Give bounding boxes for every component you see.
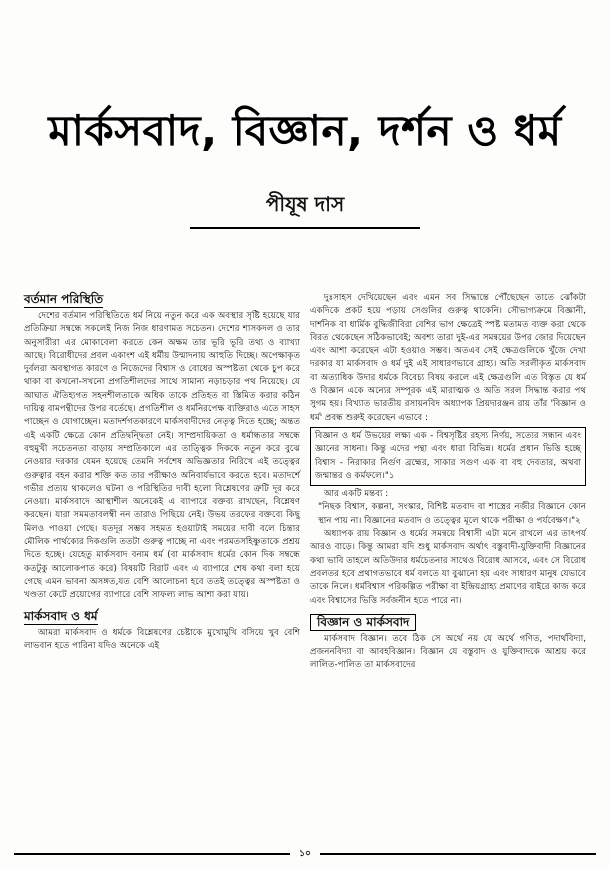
quotation-text: "নিছক বিশ্বাস, কল্পনা, সংস্কার, বিশিষ্ট মতবাদ বা শাস্ত্রের নজীর বিজ্ঞানে কোন স্থান পায় না। বিজ্ঞানের মতবাদ ও তত্ত্বের মূলে থাকে পরীক্ষা ও পর্যবেক্ষণ।"২: [318, 502, 586, 526]
section-heading-current-situation: বর্তমান পরিস্থিতি: [24, 292, 104, 306]
paragraph: দেশের বর্তমান পরিস্থিতিতে ধর্ম নিয়ে নতুন করে এক অবস্থার সৃষ্টি হয়েছে যার প্রতিক্রিয়া সম্বন্ধে সকলেই নিজ নিজ ধারণামত সচেতন। দেশের শাসকদল ও তার অনুসারীরা এর মোকাবেলা করতে কেন অক্ষম তার ভূরি ভূরি তথ্য ও ব্যাখ্যা আছে। বিরোধীদের প্রবল একাংশ এই ধর্মীয় উন্মাদনায় আহুতি দিচ্ছে। অপেক্ষাকৃত দুর্বলরা অবস্থাগত কারণে ও নিজেদের বিশ্বাস ও বোধের অস্পষ্টতা থেকে চুপ করে থাকা বা কখনো-সখনো প্রগতিশীলদের সাথে সামান্য নড়াচড়ার পথ নিয়েছে। যে আঘাত ঐতিহ্যগত সহনশীলতাকে অধিক তাকে প্রতিহত বা স্তিমিত করার কঠিন দায়িত্ব বামপন্থীদের উপর বর্তেছে। প্রগতিশীল ও ধর্মনিরপেক্ষ ব্যক্তিরাও এতে সাহস পাচ্ছেন ও যোগাচ্ছেন। মতাদর্শগতকারণে মার্কসবাদীদের নেতৃত্ব দিতে হচ্ছে; অন্তত এই একটি ক্ষেত্রে কোন প্রতিদ্বন্দ্বিতা নেই। সাম্প্রদায়িকতা ও ধর্মান্ধতার সম্বন্ধে বহুমুখী সচেতনতা বাড়ায় সম্প্রতিকালে এর তাত্ত্বিক দিককে নতুন করে বুঝে নেওয়ার দরকার যেমন হয়েছে তেমনি সর্বশেষ অভিজ্ঞতার নিরিখে এই তত্ত্বের গুরুত্বার বহন করার শক্তি কত তার পরীক্ষাও অনিবার্যভাবে করতে হবে। মতাদর্শে গভীর প্রত্যয় থাকলেও ঘটনা ও পরিস্থিতির দাবী হলো বিশ্লেষণের ত্রুটি দূর করে নেওয়া। মার্কসবাদে আস্থাশীল অনেকেই এ ব্যাপারে বক্তব্য রাখছেন, বিশ্লেষণ করছেন। যারা সমমতাবলম্বী নন তারাও পিছিয়ে নেই। উভয় তরফের বক্তব্যে কিছু মিলও পাওয়া গেছে। যতদূর সম্ভব সহমত হওয়াটাই সময়ের দাবী বলে চিন্তার মৌলিক পার্থক্যের দিকগুলি ততটা গুরুত্ব পাচ্ছে না এবং পরমতসহিষ্ণুতাকে প্রশ্রয় দিতে হচ্ছে। যেহেতু মার্কসবাদ বনাম ধর্ম (বা মার্কসবাদ ধর্মের কোন দিক সম্বন্ধে কতটুকু আলোকপাত করে) বিষয়টি বিরাট এবং এ ব্যাপারে শেষ কথা বলা হয়ে গেছে এমন ভাবনা অসঙ্গত,যত বেশি আলোচনা হবে ততই তত্ত্বের অস্পষ্টতা ও খণ্ডতা কেটে প্রয়োগের ব্যাপারে বেশি সাফল্য লাভ আশা করা যায়।: [24, 311, 300, 601]
left-column: [24, 292, 300, 653]
right-column: [310, 292, 586, 673]
paragraph: আমরা মার্কসবাদ ও ধর্মকে বিশ্লেষণের চেষ্টাকে মুখোমুখি বসিয়ে খুব বেশি লাভবান হতে পারিনা যদিও অনেকে এই: [24, 627, 300, 651]
paragraph: দুঃসাহস দেখিয়েছেন এবং এমন সব সিদ্ধান্তে পৌঁছেছেন তাতে ঝোঁকটা একদিকে প্রকট হয়ে পড়ায় সেগুলির গুরুত্ব থাকেনি। সৌভাগ্যক্রমে বিজ্ঞানী, দার্শনিক বা ধার্মিক বুদ্ধিজীবিরা বেশির ভাগ ক্ষেত্রেই স্পষ্ট মতামত ব্যক্ত করা থেকে বিরত থেকেছেন সঠিকভাবেই; অবশ্য তারা দুই-এর সমন্বয়ের উপর জোর দিয়েছেন এবং আশা করেছেন এটা হওয়াও সম্ভব। অতএব সেই ক্ষেত্রগুলিকে খুঁজে দেখা দরকার যা মার্কসবাদ ও ধর্ম দুই এই সাধারণভাবে গ্রাহ্য। অতি সরলীকৃত মার্কসবাদ বা অত্যাধিক উদার ধর্মকে বিবেচ্য বিষয় করলে এই ক্ষেত্রগুলি এত বিস্তৃত যে ধর্ম ও বিজ্ঞান একে অন্যের সম্পূরক এই মারাত্মক ও অতি সরল সিদ্ধান্ত করার পথ সুগম হয়। বিখ্যাত ভারতীয় রসায়নবিদ অধ্যাপক প্রিয়দারঞ্জন রায় তাঁর 'বিজ্ঞান ও ধর্ম' প্রবন্ধ শুরুই করেছেন এভাবে :: [310, 293, 586, 423]
byline-underline: [190, 227, 420, 229]
quotation-text: বিজ্ঞান ও ধর্ম উভয়ের লক্ষ্য এক - বিশ্বসৃষ্টির রহস্য নির্ণয়, সত্যের সন্ধান এবং জ্ঞানের সাধনা। কিন্তু এদের পন্থা এবং ধারা বিভিন্ন। ধর্মের প্রধান ভিত্তি হচ্ছে বিশ্বাস - নিরাকার নির্গুণ ব্রহ্মের, সাকার সগুণ এক বা বহু দেবতার, অথবা জন্মান্তর ও কর্মফলে।"১: [315, 430, 581, 481]
author-name: পীযূষ দাস: [265, 192, 345, 216]
paragraph: আর একটি মন্তব্য :: [324, 489, 389, 500]
page-number: ১০: [290, 846, 320, 861]
boxed-quotation: [310, 427, 586, 486]
quotation: [310, 501, 586, 528]
byline: [170, 190, 440, 229]
paragraph: মার্কসবাদ বিজ্ঞান। তবে ঠিক সে অর্থে নয় যে অর্থে গণিত, পদার্থবিদ্যা, প্রজননবিদ্যা বা আবহবিজ্ঞান। বিজ্ঞান যে বস্তুবাদ ও যুক্তিবাদকে আশ্রয় করে লালিত-পালিত তা মার্কসবাদের: [310, 633, 586, 671]
section-heading-marxism-religion: মার্কসবাদ ও ধর্ম: [24, 608, 98, 623]
paragraph: অধ্যাপক রায় বিজ্ঞান ও ধর্মের সমন্বয়ে বিশ্বাসী এটা মনে রাখলে এর তাৎপর্য আরও বাড়ে। কিন্তু আমরা যদি শুধু মার্কসবাদ অর্থাৎ বস্তুবাদী-যুক্তিবাদী বিজ্ঞানের কথা ভাবি তাহলে অতিউদার ধর্মচেতনার সাথেও বিরোধ আসবে, এবং সে বিরোধ প্রবলতর হবে প্রথাগতভাবে ধর্ম বলতে যা বুঝানো হয় এবং সাধারণ মানুষ যেভাবে তাকে নিলে। ধর্মবিশ্বাস পরিকল্পিত পরীক্ষা বা ইন্দ্রিয়গ্রাহ্য প্রমাণের বাইরে কাজ করে এবং বিশ্বাসের ভিত্তি সর্বজনীন হতে পারে না।: [310, 529, 586, 606]
article-title: মার্কসবাদ, বিজ্ঞান, দর্শন ও ধর্ম: [48, 106, 562, 155]
section-heading-science-marxism: বিজ্ঞান ও মার্কসবাদ: [310, 614, 416, 631]
